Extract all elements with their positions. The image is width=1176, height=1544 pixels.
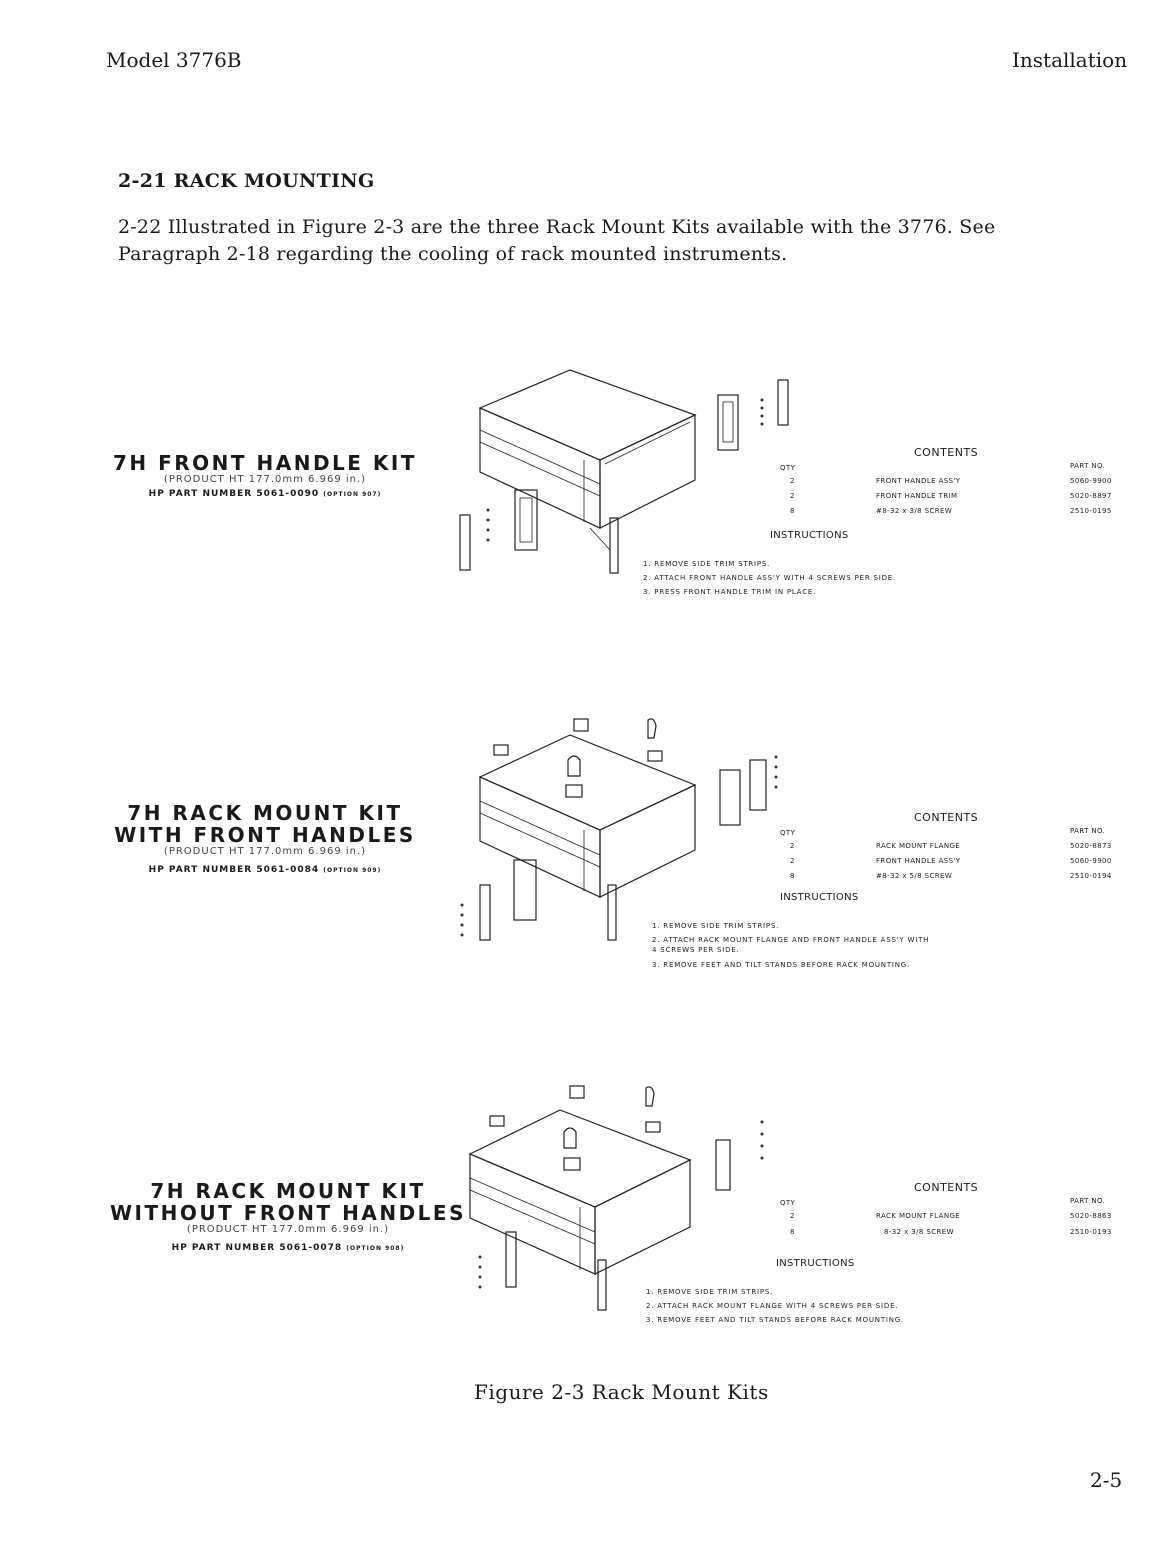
kit-1-item-1-desc: FRONT HANDLE ASS'Y — [876, 477, 961, 485]
kit-3-illustration — [460, 1082, 800, 1314]
kit-2-product: (PRODUCT HT 177.0mm 6.969 in.) — [163, 846, 367, 857]
kit-1-title: 7H FRONT HANDLE KIT — [112, 451, 418, 475]
kit-2-step-1: 1. REMOVE SIDE TRIM STRIPS. — [652, 922, 780, 930]
kit-1-item-3-part: 2510-0195 — [1070, 507, 1112, 515]
section-paragraph: 2-22 Illustrated in Figure 2-3 are the three Rack Mount Kits available with the 3776. See Paragraph 2-18 regarding the cooling of rack mounted instruments. — [118, 216, 996, 265]
kit-3-part-number-text: HP PART NUMBER 5061-0078 — [171, 1243, 343, 1253]
kit-2-step-3: 3. REMOVE FEET AND TILT STANDS BEFORE RACK MOUNTING. — [652, 961, 911, 969]
kit-1-part-number — [110, 489, 420, 499]
kit-1-step-2: 2. ATTACH FRONT HANDLE ASS'Y WITH 4 SCREWS PER SIDE. — [643, 574, 897, 582]
figure-caption: Figure 2-3 Rack Mount Kits — [474, 1380, 769, 1404]
kit-3-qty-header: QTY — [780, 1199, 796, 1207]
kit-1-item-3-desc: #8-32 x 3/8 SCREW — [876, 507, 953, 515]
kit-2-qty-header: QTY — [780, 829, 796, 837]
page-number: 2-5 — [1090, 1468, 1123, 1492]
kit-1-instructions-title: INSTRUCTIONS — [770, 530, 849, 541]
kit-2-item-3-desc: #8-32 x 5/8 SCREW — [876, 872, 953, 880]
kit-3-step-2: 2. ATTACH RACK MOUNT FLANGE WITH 4 SCREWS PER SIDE. — [646, 1302, 899, 1310]
kit-3-contents-title: CONTENTS — [914, 1181, 979, 1194]
kit-2-label — [110, 802, 420, 875]
kit-1-item-1-qty: 2 — [790, 477, 795, 485]
kit-2-contents-title: CONTENTS — [914, 811, 979, 824]
kit-3-item-1-part: 5020-8863 — [1070, 1212, 1112, 1220]
kit-3-item-1-qty: 2 — [790, 1212, 795, 1220]
kit-3-part-number — [108, 1243, 468, 1253]
kit-1-item-1-part: 5060-9900 — [1070, 477, 1112, 485]
kit-3-label — [108, 1180, 468, 1253]
kit-2-option: (OPTION 909) — [323, 867, 382, 874]
kit-1-item-2-desc: FRONT HANDLE TRIM — [876, 492, 958, 500]
kit-2-item-2-part: 5060-9900 — [1070, 857, 1112, 865]
kit-1-part-header: PART NO. — [1070, 462, 1106, 470]
kit-1-item-2-qty: 2 — [790, 492, 795, 500]
kit-2-item-3-part: 2510-0194 — [1070, 872, 1112, 880]
kit-2-item-1-desc: RACK MOUNT FLANGE — [876, 842, 961, 850]
kit-3-option: (OPTION 908) — [346, 1245, 405, 1252]
kit-3-instructions-title: INSTRUCTIONS — [776, 1258, 855, 1269]
kit-1-item-2-part: 5020-8897 — [1070, 492, 1112, 500]
kit-1-option: (OPTION 907) — [323, 491, 382, 498]
kit-1-illustration — [450, 360, 810, 580]
kit-1-step-3: 3. PRESS FRONT HANDLE TRIM IN PLACE. — [643, 588, 817, 596]
kit-2-item-1-part: 5020-8873 — [1070, 842, 1112, 850]
kit-2-step-2: 2. ATTACH RACK MOUNT FLANGE AND FRONT HANDLE ASS'Y WITH — [652, 936, 930, 944]
kit-2-illustration — [450, 715, 810, 955]
kit-2-item-3-qty: 8 — [790, 872, 795, 880]
kit-2-part-number — [110, 865, 420, 875]
kit-1-part-number-text: HP PART NUMBER 5061-0090 — [148, 489, 320, 499]
kit-3-step-3: 3. REMOVE FEET AND TILT STANDS BEFORE RACK MOUNTING. — [646, 1316, 905, 1324]
kit-1-step-1: 1. REMOVE SIDE TRIM STRIPS. — [643, 560, 771, 568]
header-section: Installation — [1012, 48, 1128, 72]
kit-1-contents-title: CONTENTS — [914, 446, 979, 459]
kit-2-title-line-1: 7H RACK MOUNT KIT — [127, 801, 403, 825]
kit-2-instructions-title: INSTRUCTIONS — [780, 892, 859, 903]
section-title: 2-21 RACK MOUNTING — [118, 170, 375, 192]
kit-3-item-2-qty: 8 — [790, 1228, 795, 1236]
kit-2-item-2-qty: 2 — [790, 857, 795, 865]
kit-3-part-header: PART NO. — [1070, 1197, 1106, 1205]
kit-3-title-line-1: 7H RACK MOUNT KIT — [150, 1179, 426, 1203]
kit-3-item-2-part: 2510-0193 — [1070, 1228, 1112, 1236]
kit-2-part-header: PART NO. — [1070, 827, 1106, 835]
kit-1-label — [110, 452, 420, 499]
kit-2-item-1-qty: 2 — [790, 842, 795, 850]
kit-2-title-line-2: WITH FRONT HANDLES — [114, 823, 416, 847]
kit-3-item-2-desc: 8-32 x 3/8 SCREW — [884, 1228, 954, 1236]
kit-1-qty-header: QTY — [780, 464, 796, 472]
kit-2-item-2-desc: FRONT HANDLE ASS'Y — [876, 857, 961, 865]
kit-1-product: (PRODUCT HT 177.0mm 6.969 in.) — [163, 474, 367, 485]
header-model: Model 3776B — [106, 48, 242, 72]
kit-3-item-1-desc: RACK MOUNT FLANGE — [876, 1212, 961, 1220]
kit-3-title-line-2: WITHOUT FRONT HANDLES — [109, 1201, 466, 1225]
kit-2-step-2b: 4 SCREWS PER SIDE. — [652, 946, 740, 954]
kit-3-product: (PRODUCT HT 177.0mm 6.969 in.) — [186, 1224, 390, 1235]
kit-2-part-number-text: HP PART NUMBER 5061-0084 — [148, 865, 320, 875]
kit-1-item-3-qty: 8 — [790, 507, 795, 515]
kit-3-step-1: 1. REMOVE SIDE TRIM STRIPS. — [646, 1288, 774, 1296]
